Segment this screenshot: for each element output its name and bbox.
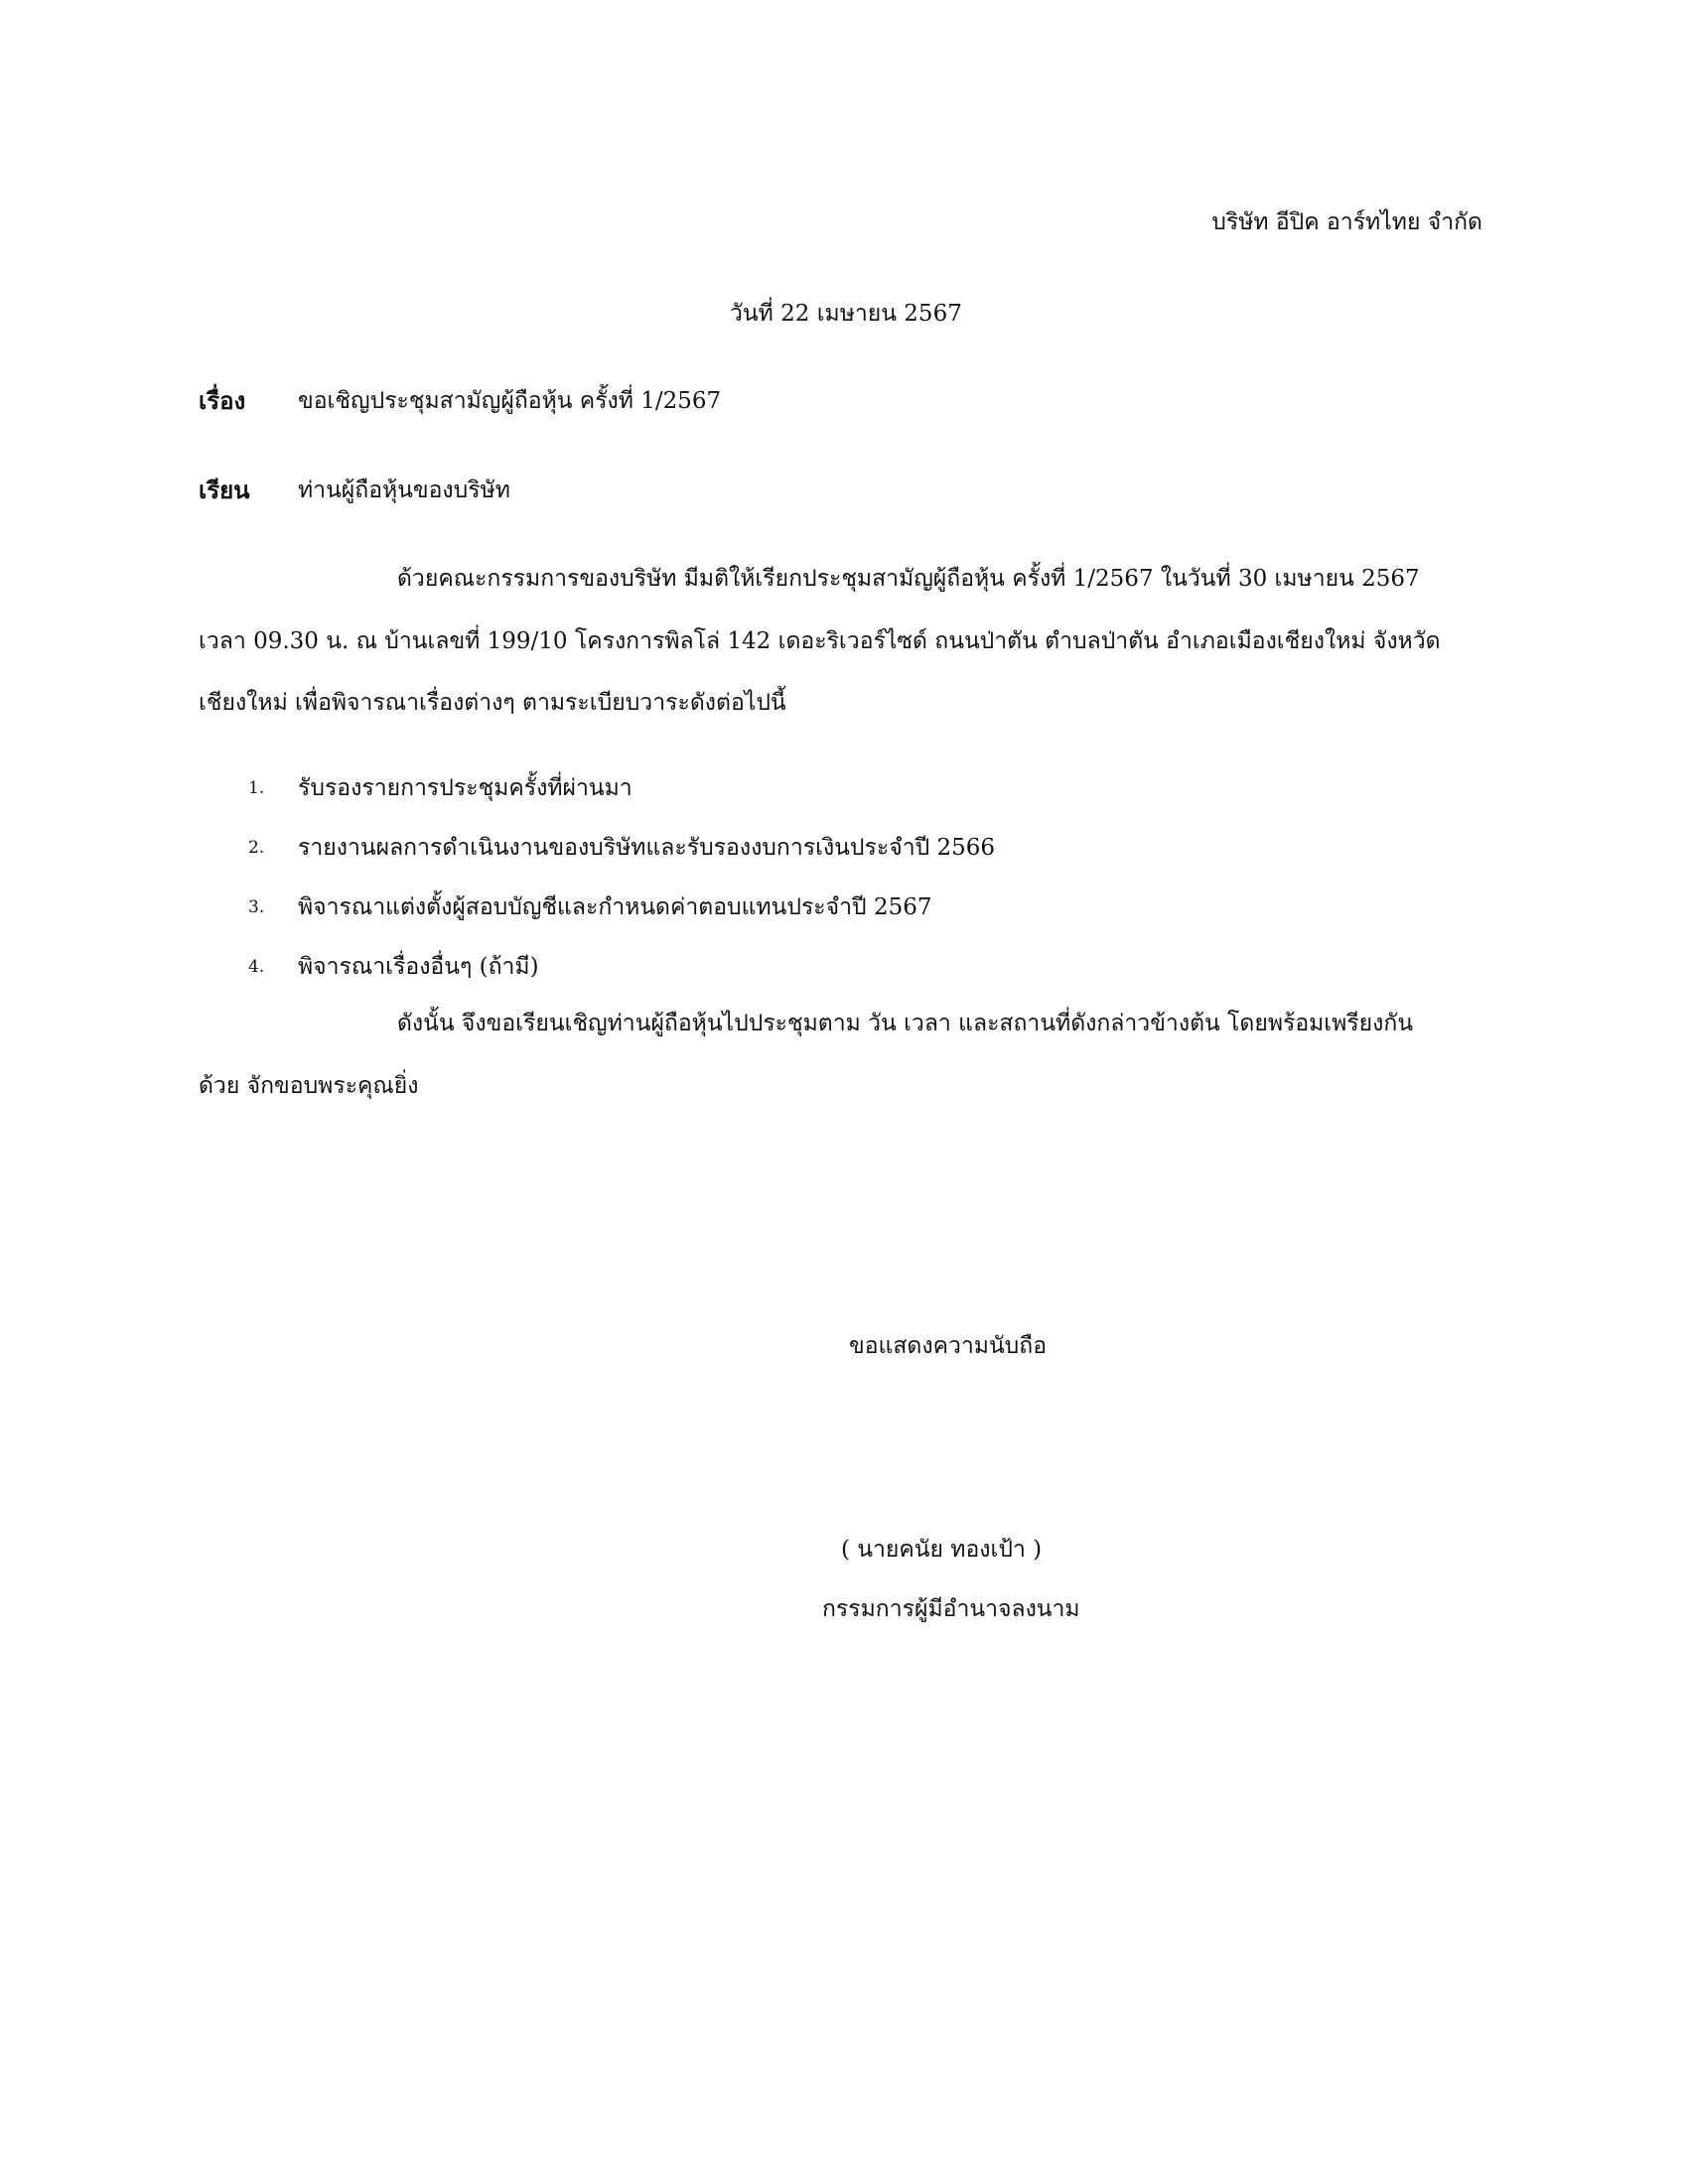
subject-text: ขอเชิญประชุมสามัญผู้ถือหุ้น ครั้งที่ 1/2567 (298, 388, 722, 414)
signer-title: กรรมการผู้มีอำนาจลงนาม (822, 1596, 1080, 1622)
signer-name: ( นายคนัย ทองเป้า ) (841, 1537, 1043, 1563)
agenda-number: 4. (248, 957, 265, 977)
agenda-number: 3. (248, 897, 265, 917)
company-name: บริษัท อีปิค อาร์ทไทย จำกัด (1211, 209, 1482, 235)
agenda-number: 2. (248, 838, 265, 858)
agenda-item: รายงานผลการดำเนินงานของบริษัทและรับรองงบการเงินประจำปี 2566 (298, 835, 996, 861)
agenda-item: พิจารณาแต่งตั้งผู้สอบบัญชีและกำหนดค่าตอบแทนประจำปี 2567 (298, 894, 932, 920)
agenda-item: พิจารณาเรื่องอื่นๆ (ถ้ามี) (298, 954, 539, 980)
body-paragraph-line: เชียงใหม่ เพื่อพิจารณาเรื่องต่างๆ ตามระเบียบวาระดังต่อไปนี้ (199, 690, 786, 716)
body-paragraph-line: ด้วยคณะกรรมการของบริษัท มีมติให้เรียกประชุมสามัญผู้ถือหุ้น ครั้งที่ 1/2567 ในวันที่ 30 เมษายน 2567 (397, 566, 1420, 592)
agenda-number: 1. (248, 778, 265, 798)
recipient-label: เรียน (199, 476, 250, 504)
recipient-text: ท่านผู้ถือหุ้นของบริษัท (298, 478, 510, 503)
agenda-item: รับรองรายการประชุมครั้งที่ผ่านมา (298, 775, 633, 801)
closing-regards: ขอแสดงความนับถือ (849, 1333, 1048, 1359)
closing-paragraph-line: ด้วย จักขอบพระคุณยิ่ง (199, 1073, 419, 1099)
letter-date: วันที่ 22 เมษายน 2567 (730, 301, 962, 327)
subject-label: เรื่อง (199, 386, 246, 415)
closing-paragraph-line: ดังนั้น จึงขอเรียนเชิญท่านผู้ถือหุ้นไปประชุมตาม วัน เวลา และสถานที่ดังกล่าวข้างต้น โดยพร้อมเพรียงกัน (397, 1011, 1414, 1036)
body-paragraph-line: เวลา 09.30 น. ณ บ้านเลขที่ 199/10 โครงการพิลโล่ 142 เดอะริเวอร์ไซด์ ถนนป่าตัน ตำบลป่าตัน อำเภอเมืองเชียงใหม่ จังหวัด (199, 628, 1441, 654)
